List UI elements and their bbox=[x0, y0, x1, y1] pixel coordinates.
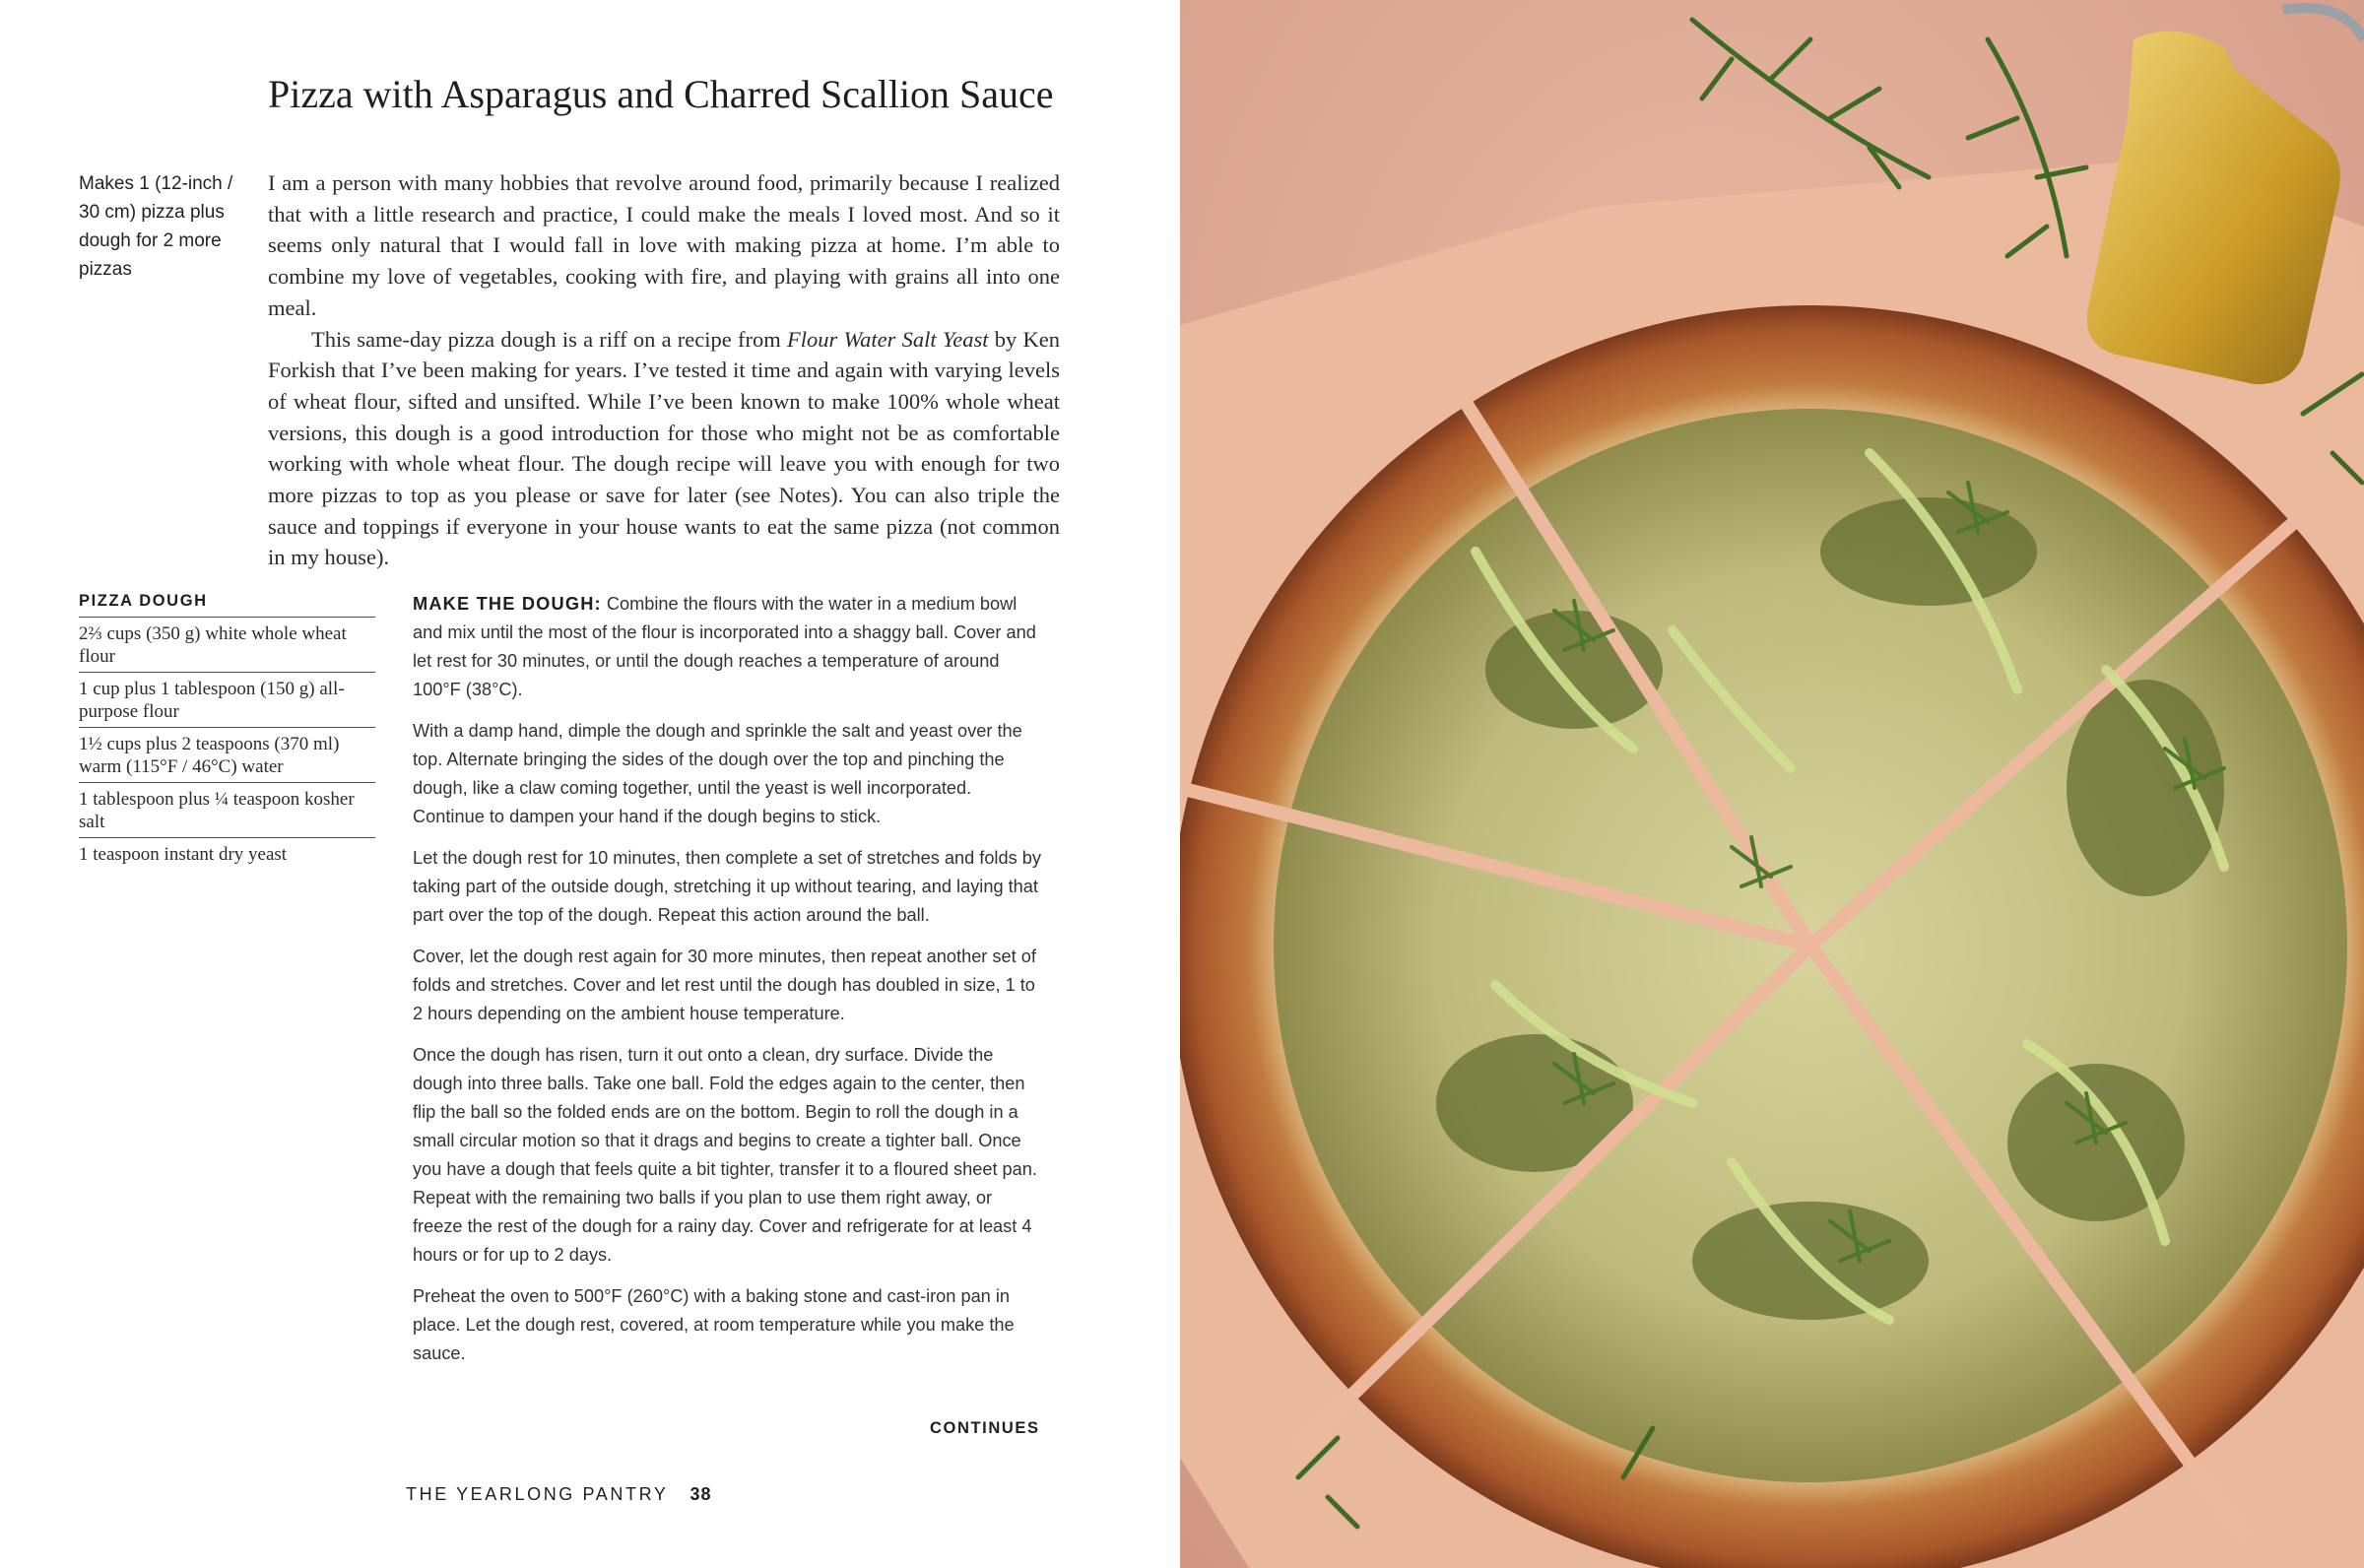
method-step: Cover, let the dough rest again for 30 more minutes, then repeat another set of folds and stretches. Cover and let rest until the dough has doubled in size, 1 to 2 hours depending on the ambient house temperature. bbox=[413, 947, 1036, 1023]
recipe-title: Pizza with Asparagus and Charred Scallion Sauce bbox=[268, 72, 1054, 116]
recipe-page bbox=[0, 0, 1180, 1568]
recipe-yield: Makes 1 (12-inch / 30 cm) pizza plus dough for 2 more pizzas bbox=[79, 173, 233, 280]
continues-label: CONTINUES bbox=[930, 1419, 1040, 1437]
ingredient-item: 1 tablespoon plus ¼ teaspoon kosher salt bbox=[79, 783, 375, 838]
method-step: With a damp hand, dimple the dough and sprinkle the salt and yeast over the top. Alternate bringing the sides of the dough over the top and pinching the dough, like a claw coming together, until the yeast is well incorporated. Continue to dampen your hand if the dough begins to stick. bbox=[413, 721, 1022, 826]
intro-paragraph-1: I am a person with many hobbies that revolve around food, primarily because I realized that with a little research and practice, I could make the meals I loved most. And so it seems only natural that I would fall in love with making pizza at home. I’m able to combine my love of vegetables, cooking with fire, and playing with grains all into one meal. bbox=[268, 170, 1060, 320]
book-reference: Flour Water Salt Yeast bbox=[786, 326, 989, 352]
ingredients-section bbox=[79, 592, 375, 870]
method-text: Combine the flours with the water in a medium bowl and mix until the most of the flour is incorporated into a shaggy ball. Cover and let rest for 30 minutes, or until the dough reaches a temperature of around 100°F (38°C). bbox=[413, 594, 1036, 699]
intro-text: by Ken Forkish that I’ve been making for years. I’ve tested it time and again with varying levels of wheat flour, sifted and unsifted. While I’ve been known to make 100% whole wheat versions, this dough is a good introduction for those who might not be as comfortable working with whole wheat flour. The dough recipe will leave you with enough for two more pizzas to top as you please or save for later (see Notes). You can also triple the sauce and toppings if everyone in your house wants to eat the same pizza (not common in my house). bbox=[268, 326, 1060, 570]
ingredient-item: 1 teaspoon instant dry yeast bbox=[79, 844, 288, 865]
pizza-photo bbox=[1180, 0, 2364, 1568]
method-step: Once the dough has risen, turn it out onto a clean, dry surface. Divide the dough into three balls. Take one ball. Fold the edges again to the center, then flip the ball so the folded ends are on the bottom. Begin to roll the dough in a small circular motion so that it drags and begins to create a tighter ball. Once you have a dough that feels quite a bit tighter, transfer it to a floured sheet pan. Repeat with the remaining two balls if you plan to use them right away, or freeze the rest of the dough for a rainy day. Cover and refrigerate for at least 4 hours or for up to 2 days. bbox=[413, 1045, 1037, 1265]
ingredient-item: 1½ cups plus 2 teaspoons (370 ml) warm (115°F / 46°C) water bbox=[79, 728, 375, 783]
ingredient-item: 1 cup plus 1 tablespoon (150 g) all-purpose flour bbox=[79, 673, 375, 728]
recipe-intro bbox=[268, 167, 1060, 573]
page-number: 38 bbox=[690, 1484, 712, 1504]
method-step: Preheat the oven to 500°F (260°C) with a baking stone and cast-iron pan in place. Let the dough rest, covered, at room temperature while you make the sauce. bbox=[413, 1286, 1015, 1363]
pizza bbox=[1180, 305, 2364, 1568]
ingredients-list bbox=[79, 618, 375, 870]
ingredient-item: 2⅔ cups (350 g) white whole wheat flour bbox=[79, 618, 375, 673]
method-step-heading: MAKE THE DOUGH: bbox=[413, 594, 602, 614]
method-step: Let the dough rest for 10 minutes, then complete a set of stretches and folds by taking part of the outside dough, stretching it up without tearing, and laying that part over the top of the dough. Repeat this action around the ball. bbox=[413, 848, 1041, 925]
intro-text: This same-day pizza dough is a riff on a recipe from bbox=[311, 326, 787, 352]
intro-paragraph-2 bbox=[268, 324, 1060, 574]
method-section bbox=[413, 590, 1041, 1381]
book-title: THE YEARLONG PANTRY bbox=[406, 1484, 669, 1504]
page-footer bbox=[406, 1484, 712, 1505]
ingredients-title: PIZZA DOUGH bbox=[79, 592, 375, 618]
pizza-photo-illustration bbox=[1180, 0, 2364, 1568]
method-step bbox=[413, 590, 1041, 704]
